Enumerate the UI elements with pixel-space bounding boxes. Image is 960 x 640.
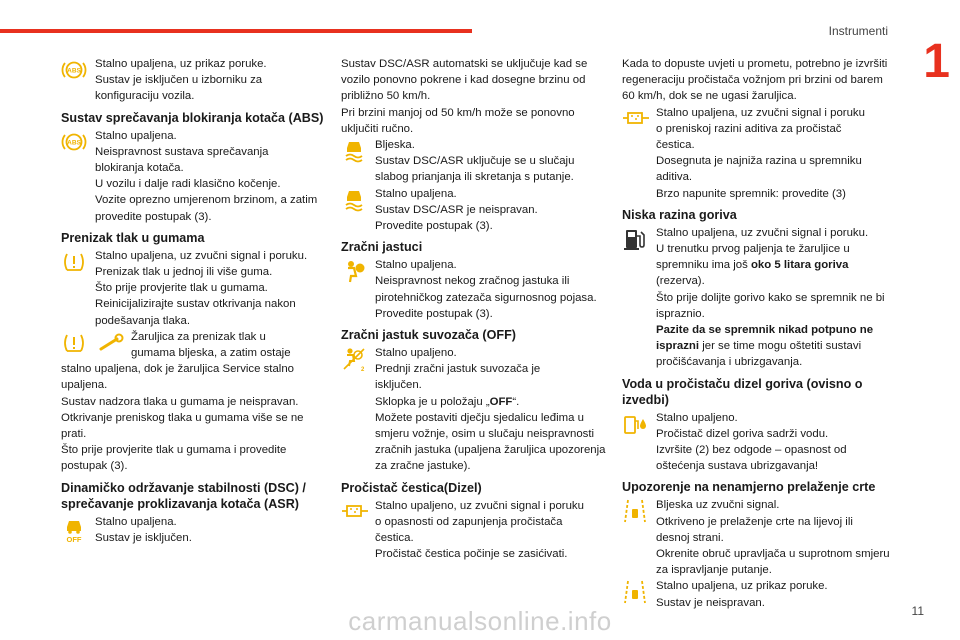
water-entry: Stalno upaljeno. Pročistač dizel goriva sadrži vodu. Izvršite (2) bez odgode – opasnost od oštećenja sustava ubrizgavanja!: [622, 410, 890, 475]
dsc-manual: Pri brzini manjoj od 50 km/h može se ponovno uključiti ručno.: [341, 106, 575, 135]
passenger-airbag-entry: 2 Stalno upaljeno. Prednji zračni jastuk suvozača je isključen. Sklopka je u položaju „OFF“. Možete postaviti dječju sjedalicu leđima u smjeru vožnje, osim u slučaju neispravnosti zračnih jastuka (upaljena žaruljica upozorenja za zračne jastuke).: [341, 345, 609, 475]
tyre-pressure-icon: [61, 330, 87, 356]
svg-text:OFF: OFF: [66, 534, 82, 543]
tyre-pressure-icon: [61, 249, 87, 275]
fuel-entry: Stalno upaljena, uz zvučni signal i poruku. U trenutku prvog paljenja te žaruljice u spremniku ima još oko 5 litara goriva (rezerva). Što prije dolijte gorivo kako se spremnik ne bi ispraznio. Pazite da se spremnik nikad potpuno ne isprazni jer se time mogu oštetiti sustavi pročišćavanja i ubrizgavanja.: [622, 225, 890, 371]
svg-text:ABS: ABS: [67, 139, 81, 147]
dsc-intro: Sustav DSC/ASR automatski se uključuje kad se vozilo ponovno pokrene i kad dosegne brzinu od približno 50 km/h.: [341, 58, 588, 103]
passenger-airbag-off-icon: [341, 346, 367, 372]
particle-filter-icon: [622, 106, 648, 132]
dsc-blink-entry: Bljeska. Sustav DSC/ASR uključuje se u slučaju slabog prianjanja ili skretanja s putanje.: [341, 137, 609, 186]
abs-heading: Sustav sprečavanja blokiranja kotača (ABS): [61, 110, 324, 125]
lane-departure-icon: [622, 579, 648, 605]
abs-icon: [61, 57, 87, 83]
tyre-heading: Prenizak tlak u gumama: [61, 230, 205, 245]
dpf-entry: Stalno upaljeno, uz zvučni signal i poruku o opasnosti od zapunjenja pročistača čestica. Pročistač čestica počinje se zasićivati.: [341, 498, 609, 563]
abs-fault-entry: ABS Stalno upaljena. Neispravnost sustava sprečavanja blokiranja kotača. U vozilu i dalje radi klasično kočenje. Vozite oprezno umjerenom brzinom, a zatim provedite postupak (3).: [61, 128, 329, 225]
airbag-heading: Zračni jastuci: [341, 240, 423, 255]
svg-text:2: 2: [361, 367, 365, 373]
tyre-low-entry: Stalno upaljena, uz zvučni signal i poruku. Prenizak tlak u jednoj ili više guma. Što prije provjerite tlak u gumama. Reinicijalizirajte sustav otkrivanja nakon podešavanja tlaka.: [61, 248, 329, 329]
page-number: 11: [911, 604, 924, 618]
column-2: [341, 56, 609, 562]
dsc-heading: Dinamičko održavanje stabilnosti (DSC) / sprečavanje proklizavanja kotača (ASR): [61, 480, 306, 511]
lane-blink-entry: Bljeska uz zvučni signal. Otkriveno je prelaženje crte na lijevoj ili desnoj strani. Okrenite obruč upravljača u suprotnom smjeru za ispravljanje putanje.: [622, 497, 890, 578]
fuel-pump-icon: [622, 226, 648, 252]
water-in-fuel-icon: [622, 411, 648, 437]
column-3: [622, 56, 890, 611]
section-title: Instrumenti: [828, 24, 888, 38]
abs-menu-entry: ABS Stalno upaljena, uz prikaz poruke. Sustav je isključen u izborniku za konfiguraciju vozila.: [61, 56, 329, 105]
lane-departure-icon: [622, 498, 648, 524]
watermark: carmanualsonline.info: [348, 606, 612, 636]
dsc-icon: [341, 187, 367, 213]
lane-heading: Upozorenje na nenamjerno prelaženje crte: [622, 480, 876, 495]
abs-icon: [61, 129, 87, 155]
dsc-off-icon: [61, 515, 87, 541]
dsc-icon: [341, 138, 367, 164]
dsc-off-entry: OFF Stalno upaljena. Sustav je isključen.: [61, 514, 329, 546]
airbag-entry: Stalno upaljena. Neispravnost nekog zračnog jastuka ili pirotehničkog zatezača sigurnosnog pojasa. Provedite postupak (3).: [341, 257, 609, 322]
passenger-airbag-heading: Zračni jastuk suvozača (OFF): [341, 328, 516, 343]
dpf-heading: Pročistač čestica(Dizel): [341, 480, 482, 495]
tyre-fault-entry: Žaruljica za prenizak tlak u gumama bljeska, a zatim ostaje stalno upaljena, dok je žaruljica Service stalno upaljena. Sustav nadzora tlaka u gumama je neispravan. Otkrivanje preniskog tlaka u gumama više se ne prati. Što prije provjerite tlak u gumama i provedite postupak (3).: [61, 330, 304, 473]
chapter-number: 1: [923, 35, 950, 88]
additive-entry: Stalno upaljena, uz zvučni signal i poruku o preniskoj razini aditiva za pročistač čestica. Dosegnuta je najniža razina u spremniku aditiva. Brzo napunite spremnik: provedite (3): [622, 105, 890, 202]
service-wrench-icon: [97, 331, 125, 353]
regen-paragraph: Kada to dopuste uvjeti u prometu, potrebno je izvršiti regeneraciju pročistača vožnjom pri brzini od barem 60 km/h, dok se ne ugasi žaruljica.: [622, 58, 888, 103]
svg-text:ABS: ABS: [67, 67, 81, 75]
airbag-icon: [341, 258, 367, 284]
water-heading: Voda u pročistaču dizel goriva (ovisno o izvedbi): [622, 376, 863, 407]
fuel-heading: Niska razina goriva: [622, 207, 737, 222]
accent-bar: [0, 29, 472, 33]
column-1: [61, 56, 329, 546]
lane-fault-entry: Stalno upaljena, uz prikaz poruke. Sustav je neispravan.: [622, 578, 890, 610]
dsc-fault-entry: Stalno upaljena. Sustav DSC/ASR je neispravan. Provedite postupak (3).: [341, 186, 609, 235]
particle-filter-icon: [341, 499, 367, 525]
